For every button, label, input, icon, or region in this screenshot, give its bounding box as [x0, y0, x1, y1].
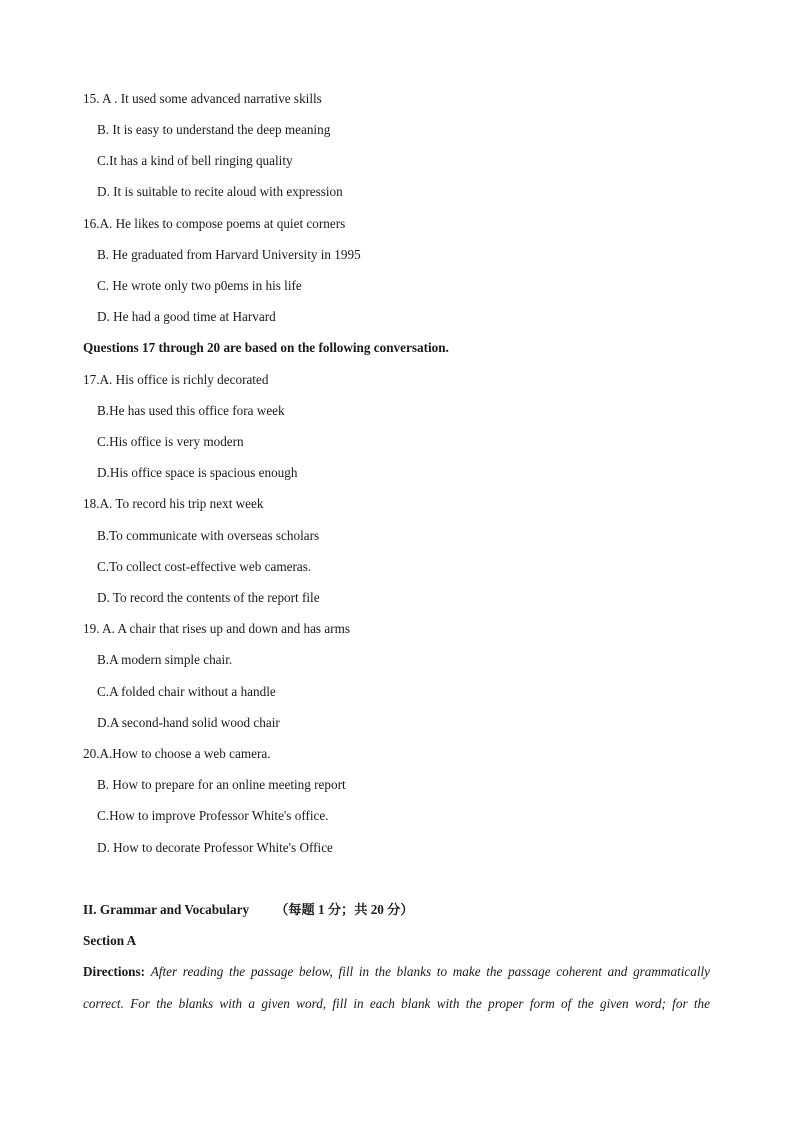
q15-option-a: 15. A . It used some advanced narrative skills [83, 91, 322, 106]
directions-text-1: After reading the passage below, fill in the blanks to make the passage coherent and grammatically [150, 964, 711, 979]
conversation-heading: Questions 17 through 20 are based on the following conversation. [83, 340, 449, 355]
q18-option-c: C.To collect cost-effective web cameras. [97, 559, 312, 574]
q19-option-c: C.A folded chair without a handle [97, 684, 276, 699]
q20-option-a: 20.A.How to choose a web camera. [83, 746, 271, 761]
q16-option-b: B. He graduated from Harvard University in 1995 [97, 247, 361, 262]
q17-option-c: C.His office is very modern [97, 434, 244, 449]
q20-option-b: B. How to prepare for an online meeting report [97, 777, 346, 792]
q18-option-d: D. To record the contents of the report file [97, 590, 320, 605]
q19-option-a: 19. A. A chair that rises up and down and has arms [83, 621, 350, 636]
directions-line-2: correct. For the blanks with a given word, fill in each blank with the proper form of the given word; for the [83, 996, 710, 1011]
section-a-heading: Section A [83, 933, 137, 948]
q18-option-a: 18.A. To record his trip next week [83, 496, 264, 511]
q17-option-d: D.His office space is spacious enough [97, 465, 298, 480]
q18-option-b: B.To communicate with overseas scholars [97, 528, 320, 543]
section-title-text: II. Grammar and Vocabulary [83, 902, 250, 917]
q16-option-c: C. He wrote only two p0ems in his life [97, 278, 302, 293]
q15-option-b: B. It is easy to understand the deep meaning [97, 122, 331, 137]
q19-option-b: B.A modern simple chair. [97, 652, 233, 667]
q15-option-d: D. It is suitable to recite aloud with expression [97, 184, 343, 199]
q20-option-d: D. How to decorate Professor White's Office [97, 840, 333, 855]
q19-option-d: D.A second-hand solid wood chair [97, 715, 280, 730]
q17-option-a: 17.A. His office is richly decorated [83, 372, 269, 387]
directions-label: Directions: [83, 964, 146, 979]
q17-option-b: B.He has used this office fora week [97, 403, 285, 418]
section-points: （每题 1 分；共 20 分） [275, 902, 414, 917]
section-title [83, 902, 414, 918]
q16-option-a: 16.A. He likes to compose poems at quiet corners [83, 216, 346, 231]
q16-option-d: D. He had a good time at Harvard [97, 309, 276, 324]
directions-line-1 [83, 964, 710, 980]
q15-option-c: C.It has a kind of bell ringing quality [97, 153, 293, 168]
q20-option-c: C.How to improve Professor White's office. [97, 808, 329, 823]
